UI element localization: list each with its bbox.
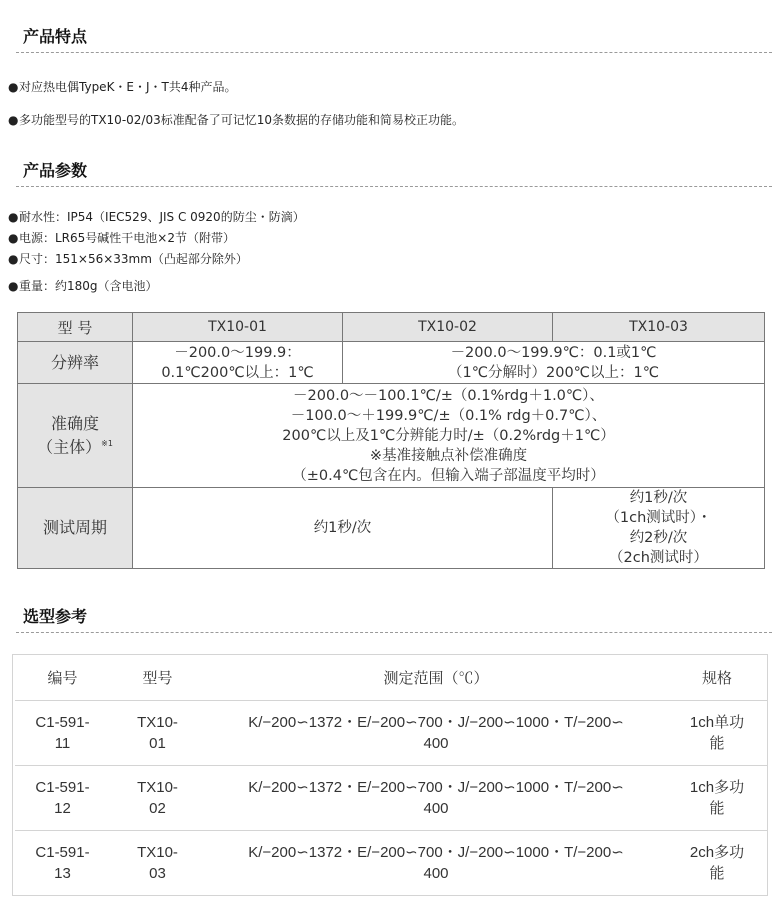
selection-table [15,656,767,895]
selection-code-cell: C1-591- 12 [15,766,110,831]
spec-text-line: （1℃分解时）200℃以上：1℃ [448,364,659,381]
selection-range-cell: K/−200∽1372・E/−200∽700・J/−200∽1000・T/−200∽ 400 [205,831,667,896]
param-item-text: 尺寸：151×56×33mm（凸起部分除外） [19,252,248,266]
spec-text-line: －200.0～－100.1℃/±（0.1%rdg＋1.0℃）、 [293,387,604,404]
bullet-dot-icon: ● [8,252,19,266]
spec-text-line: －100.0～＋199.9℃/±（0.1% rdg＋0.7℃）、 [290,407,607,424]
feature-item-1 [8,78,237,96]
param-item-4 [8,277,158,295]
spec-text-line: 200℃以上及1℃分辨能力时/±（0.2%rdg＋1℃） [282,427,615,444]
spec-text-line: 约2秒/次 [629,530,688,546]
selection-spec-cell: 1ch单功 能 [667,701,767,766]
bullet-dot-icon: ● [8,210,19,224]
selection-range-cell: K/−200∽1372・E/−200∽700・J/−200∽1000・T/−200∽ 400 [205,701,667,766]
spec-text-line: （2ch测试时） [609,550,708,566]
spec-resolution-label: 分辨率 [18,342,133,384]
feature-item-text: 对应热电偶TypeK・E・J・T共4种产品。 [19,80,237,94]
selection-header-model: 型号 [142,669,173,687]
spec-text-line: 0.1℃200℃以上：1℃ [161,364,314,381]
param-item-text: 重量：约180g（含电池） [19,279,158,293]
spec-header-tx10-01: TX10-01 [133,313,343,342]
selection-title: 选型参考 [23,607,88,626]
param-item-2 [8,229,235,247]
spec-cycle-tx10-03 [553,488,765,569]
table-row [15,701,767,766]
spec-text-line: －200.0～199.9： [174,344,301,361]
spec-resolution-tx10-02-03 [343,342,765,384]
selection-model-cell: TX10- 02 [110,766,205,831]
spec-cycle-tx10-01-02: 约1秒/次 [133,488,553,569]
features-divider [16,52,772,53]
spec-text-line: （±0.4℃包含在内。但输入端子部温度平均时） [292,467,605,484]
spec-header-tx10-03: TX10-03 [553,313,765,342]
selection-range-cell: K/−200∽1372・E/−200∽700・J/−200∽1000・T/−200∽ 400 [205,766,667,831]
param-item-text: 耐水性：IP54（IEC529、JIS C 0920的防尘・防滴） [19,210,305,224]
spec-text-line: ※基准接触点补偿准确度 [369,447,528,464]
table-row [15,831,767,896]
feature-item-text: 多功能型号的TX10-02/03标准配备了可记忆10条数据的存储功能和简易校正功能。 [19,113,465,127]
selection-header-code: 编号 [47,669,78,687]
param-item-3 [8,250,248,268]
selection-header-spec: 规格 [701,669,732,687]
spec-text-line: （1ch测试时）・ [605,510,712,526]
features-title: 产品特点 [23,27,88,46]
bullet-dot-icon: ● [8,80,19,94]
param-item-1 [8,208,305,226]
spec-header-model-label: 型 号 [18,313,133,342]
bullet-dot-icon: ● [8,231,19,245]
selection-spec-cell: 1ch多功 能 [667,766,767,831]
footnote-mark: ※1 [101,438,113,448]
spec-text-line: －200.0～199.9℃：0.1或1℃ [450,344,657,361]
table-row [15,766,767,831]
param-item-text: 电源：LR65号碱性干电池×2节（附带） [19,231,235,245]
spec-accuracy-value [133,384,765,488]
params-title: 产品参数 [23,161,88,180]
spec-accuracy-label [18,384,133,488]
spec-header-tx10-02: TX10-02 [343,313,553,342]
selection-model-cell: TX10- 01 [110,701,205,766]
spec-text-line: 约1秒/次 [629,490,688,506]
feature-item-2 [8,111,464,129]
selection-spec-cell: 2ch多功 能 [667,831,767,896]
selection-divider [16,632,772,633]
params-divider [16,186,772,187]
spec-accuracy-label-main: 准确度 [50,413,99,433]
selection-model-cell: TX10- 03 [110,831,205,896]
selection-code-cell: C1-591- 13 [15,831,110,896]
spec-resolution-tx10-01 [133,342,343,384]
spec-table [17,312,765,569]
selection-header-range: 测定范围（℃） [383,669,489,687]
bullet-dot-icon: ● [8,113,19,127]
spec-cycle-label: 测试周期 [18,488,133,569]
bullet-dot-icon: ● [8,279,19,293]
spec-accuracy-label-sub: （主体）$^{※1}$ [37,437,113,457]
selection-code-cell: C1-591- 11 [15,701,110,766]
